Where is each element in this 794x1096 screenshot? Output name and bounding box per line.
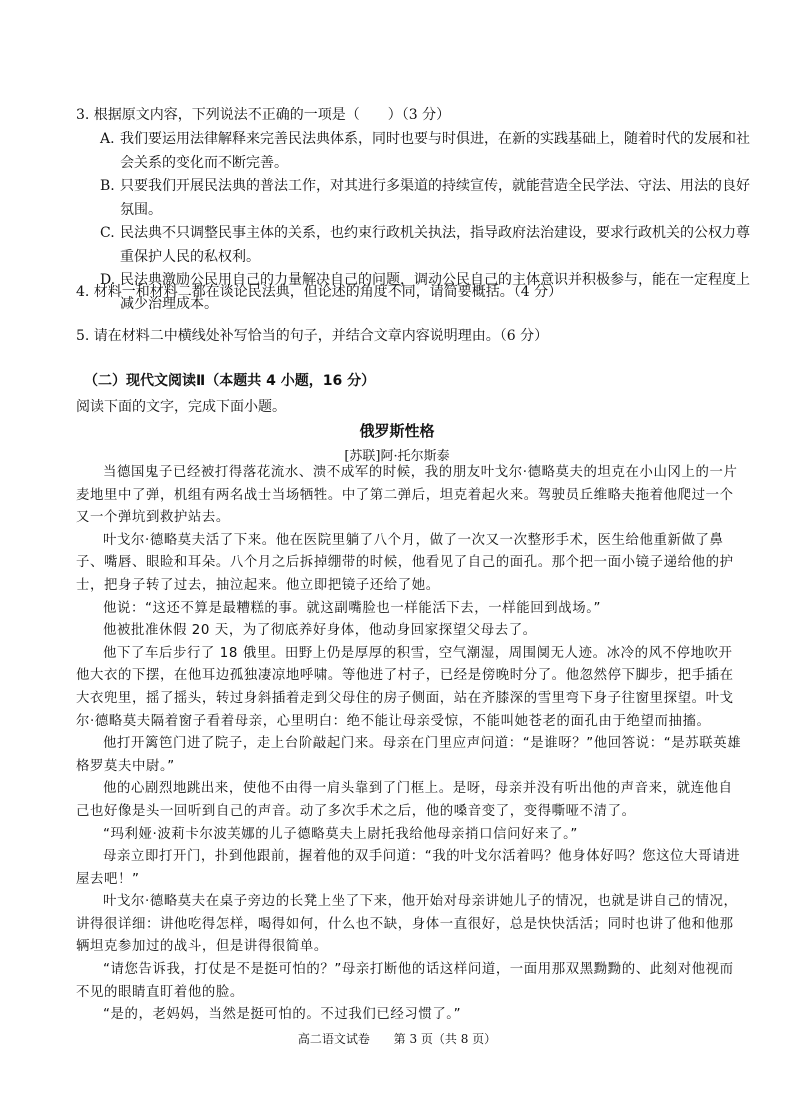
option-key: A.	[100, 131, 115, 147]
option-a	[76, 128, 756, 175]
option-text: 只要我们开展民法典的普法工作，对其进行多渠道的持续宣传，就能营造全民学法、守法、用法的良好氛围。	[120, 178, 750, 218]
question-4: 4. 材料一和材料二都在谈论民法典，但论述的角度不同，请简要概括。（4 分）	[76, 284, 563, 300]
article-paragraph: 叶戈尔·德略莫夫在桌子旁边的长凳上坐了下来，他开始对母亲讲她儿子的情况，也就是讲自己的情况，讲得很详细：讲他吃得怎样，喝得如何，什么也不缺，身体一直很好，总是快快活活；同时也讲了他和他那辆坦克参加过的战斗，但是讲得很简单。	[76, 894, 738, 955]
article-paragraph: 母亲立即打开门，扑到他跟前，握着他的双手问道：“我的叶戈尔活着吗？他身体好吗？您这位大哥请进屋去吧！”	[76, 849, 741, 887]
article-paragraph: 他打开篱笆门进了院子，走上台阶敲起门来。母亲在门里应声问道：“是谁呀？”他回答说：“是苏联英雄格罗莫夫中尉。”	[76, 736, 742, 774]
option-text: 民法典不只调整民事主体的关系，也约束行政机关执法，指导政府法治建设，要求行政机关的公权力尊重保护人民的私权利。	[120, 225, 750, 265]
page-footer	[0, 1030, 794, 1047]
option-c	[76, 222, 756, 269]
article-paragraph: 他说：“这还不算是最糟糕的事。就这副嘴脸也一样能活下去，一样能回到战场。”	[103, 600, 602, 616]
section-heading: （二）现代文阅读Ⅱ（本题共 4 小题，16 分）	[84, 373, 376, 389]
section-instruction: 阅读下面的文字，完成下面小题。	[76, 399, 286, 415]
article-paragraph: 叶戈尔·德略莫夫活了下来。他在医院里躺了八个月，做了一次又一次整形手术，医生给他重新做了鼻子、嘴唇、眼睑和耳朵。八个月之后拆掉绷带的时候，他看见了自己的面孔。那个把一面小镜子递给他的护士，把身子转了过去，抽泣起来。他立即把镜子还给了她。	[76, 532, 734, 593]
article-paragraph: 他被批准休假 20 天，为了彻底养好身体，他动身回家探望父母去了。	[103, 623, 537, 639]
footer-page-number: 第 3 页（共 8 页）	[393, 1032, 497, 1046]
option-key: C.	[100, 225, 115, 241]
article-paragraph: “是的，老妈妈，当然是挺可怕的。不过我们已经习惯了。”	[103, 1007, 462, 1023]
footer-exam-name: 高二语文试卷	[297, 1032, 370, 1046]
question-3-stem: 3. 根据原文内容，下列说法不正确的一项是（ ）（3 分）	[76, 107, 451, 123]
article-paragraph: 他的心剧烈地跳出来，使他不由得一肩头靠到了门框上。是呀，母亲并没有听出他的声音来，就连他自己也好像是头一回听到自己的声音。动了多次手术之后，他的嗓音变了，变得嘶哑不清了。	[76, 781, 733, 819]
option-text: 我们要运用法律解释来完善民法典体系，同时也要与时俱进，在新的实践基础上，随着时代的发展和社会关系的变化而不断完善。	[120, 131, 750, 171]
option-key: B.	[100, 178, 115, 194]
article-body	[76, 462, 742, 1027]
article-author: [苏联]阿·托尔斯泰	[344, 449, 450, 464]
article-paragraph: “玛利娅·波莉卡尔波芙娜的儿子德略莫夫上尉托我给他母亲捎口信问好来了。”	[103, 826, 578, 842]
option-key: D.	[100, 272, 116, 288]
question-5: 5. 请在材料二中横线处补写恰当的句子，并结合文章内容说明理由。（6 分）	[76, 328, 549, 344]
article-paragraph: 他下了车后步行了 18 俄里。田野上仍是厚厚的积雪，空气潮湿，周围阒无人迹。冰冷的风不停地吹开他大衣的下摆，在他耳边孤独凄凉地呼啸。等他进了村子，已经是傍晚时分了。他忽然停下脚步，把手插在大衣兜里，摇了摇头，转过身斜插着走到父母住的房子侧面，站在齐膝深的雪里弯下身子往窗里探望。叶戈尔·德略莫夫隔着窗子看着母亲，心里明白：绝不能让母亲受惊，不能叫她苍老的面孔由于绝望而抽搐。	[76, 645, 734, 729]
option-b	[76, 175, 756, 222]
article-title: 俄罗斯性格	[359, 422, 435, 440]
article-paragraph: 当德国鬼子已经被打得落花流水、溃不成军的时候，我的朋友叶戈尔·德略莫夫的坦克在小山冈上的一片麦地里中了弹，机组有两名战士当场牺牲。中了第二弹后，坦克着起火来。驾驶员丘维略夫拖着他爬过一个又一个弹坑到救护站去。	[76, 465, 738, 526]
option-text: 民法典激励公民用自己的力量解决自己的问题，调动公民自己的主体意识并积极参与，能在一定程度上减少治理成本。	[120, 272, 750, 312]
article-paragraph: “请您告诉我，打仗是不是挺可怕的？”母亲打断他的话这样问道，一面用那双黑黝黝的、此刻对他视而不见的眼睛直盯着他的脸。	[76, 962, 734, 1000]
